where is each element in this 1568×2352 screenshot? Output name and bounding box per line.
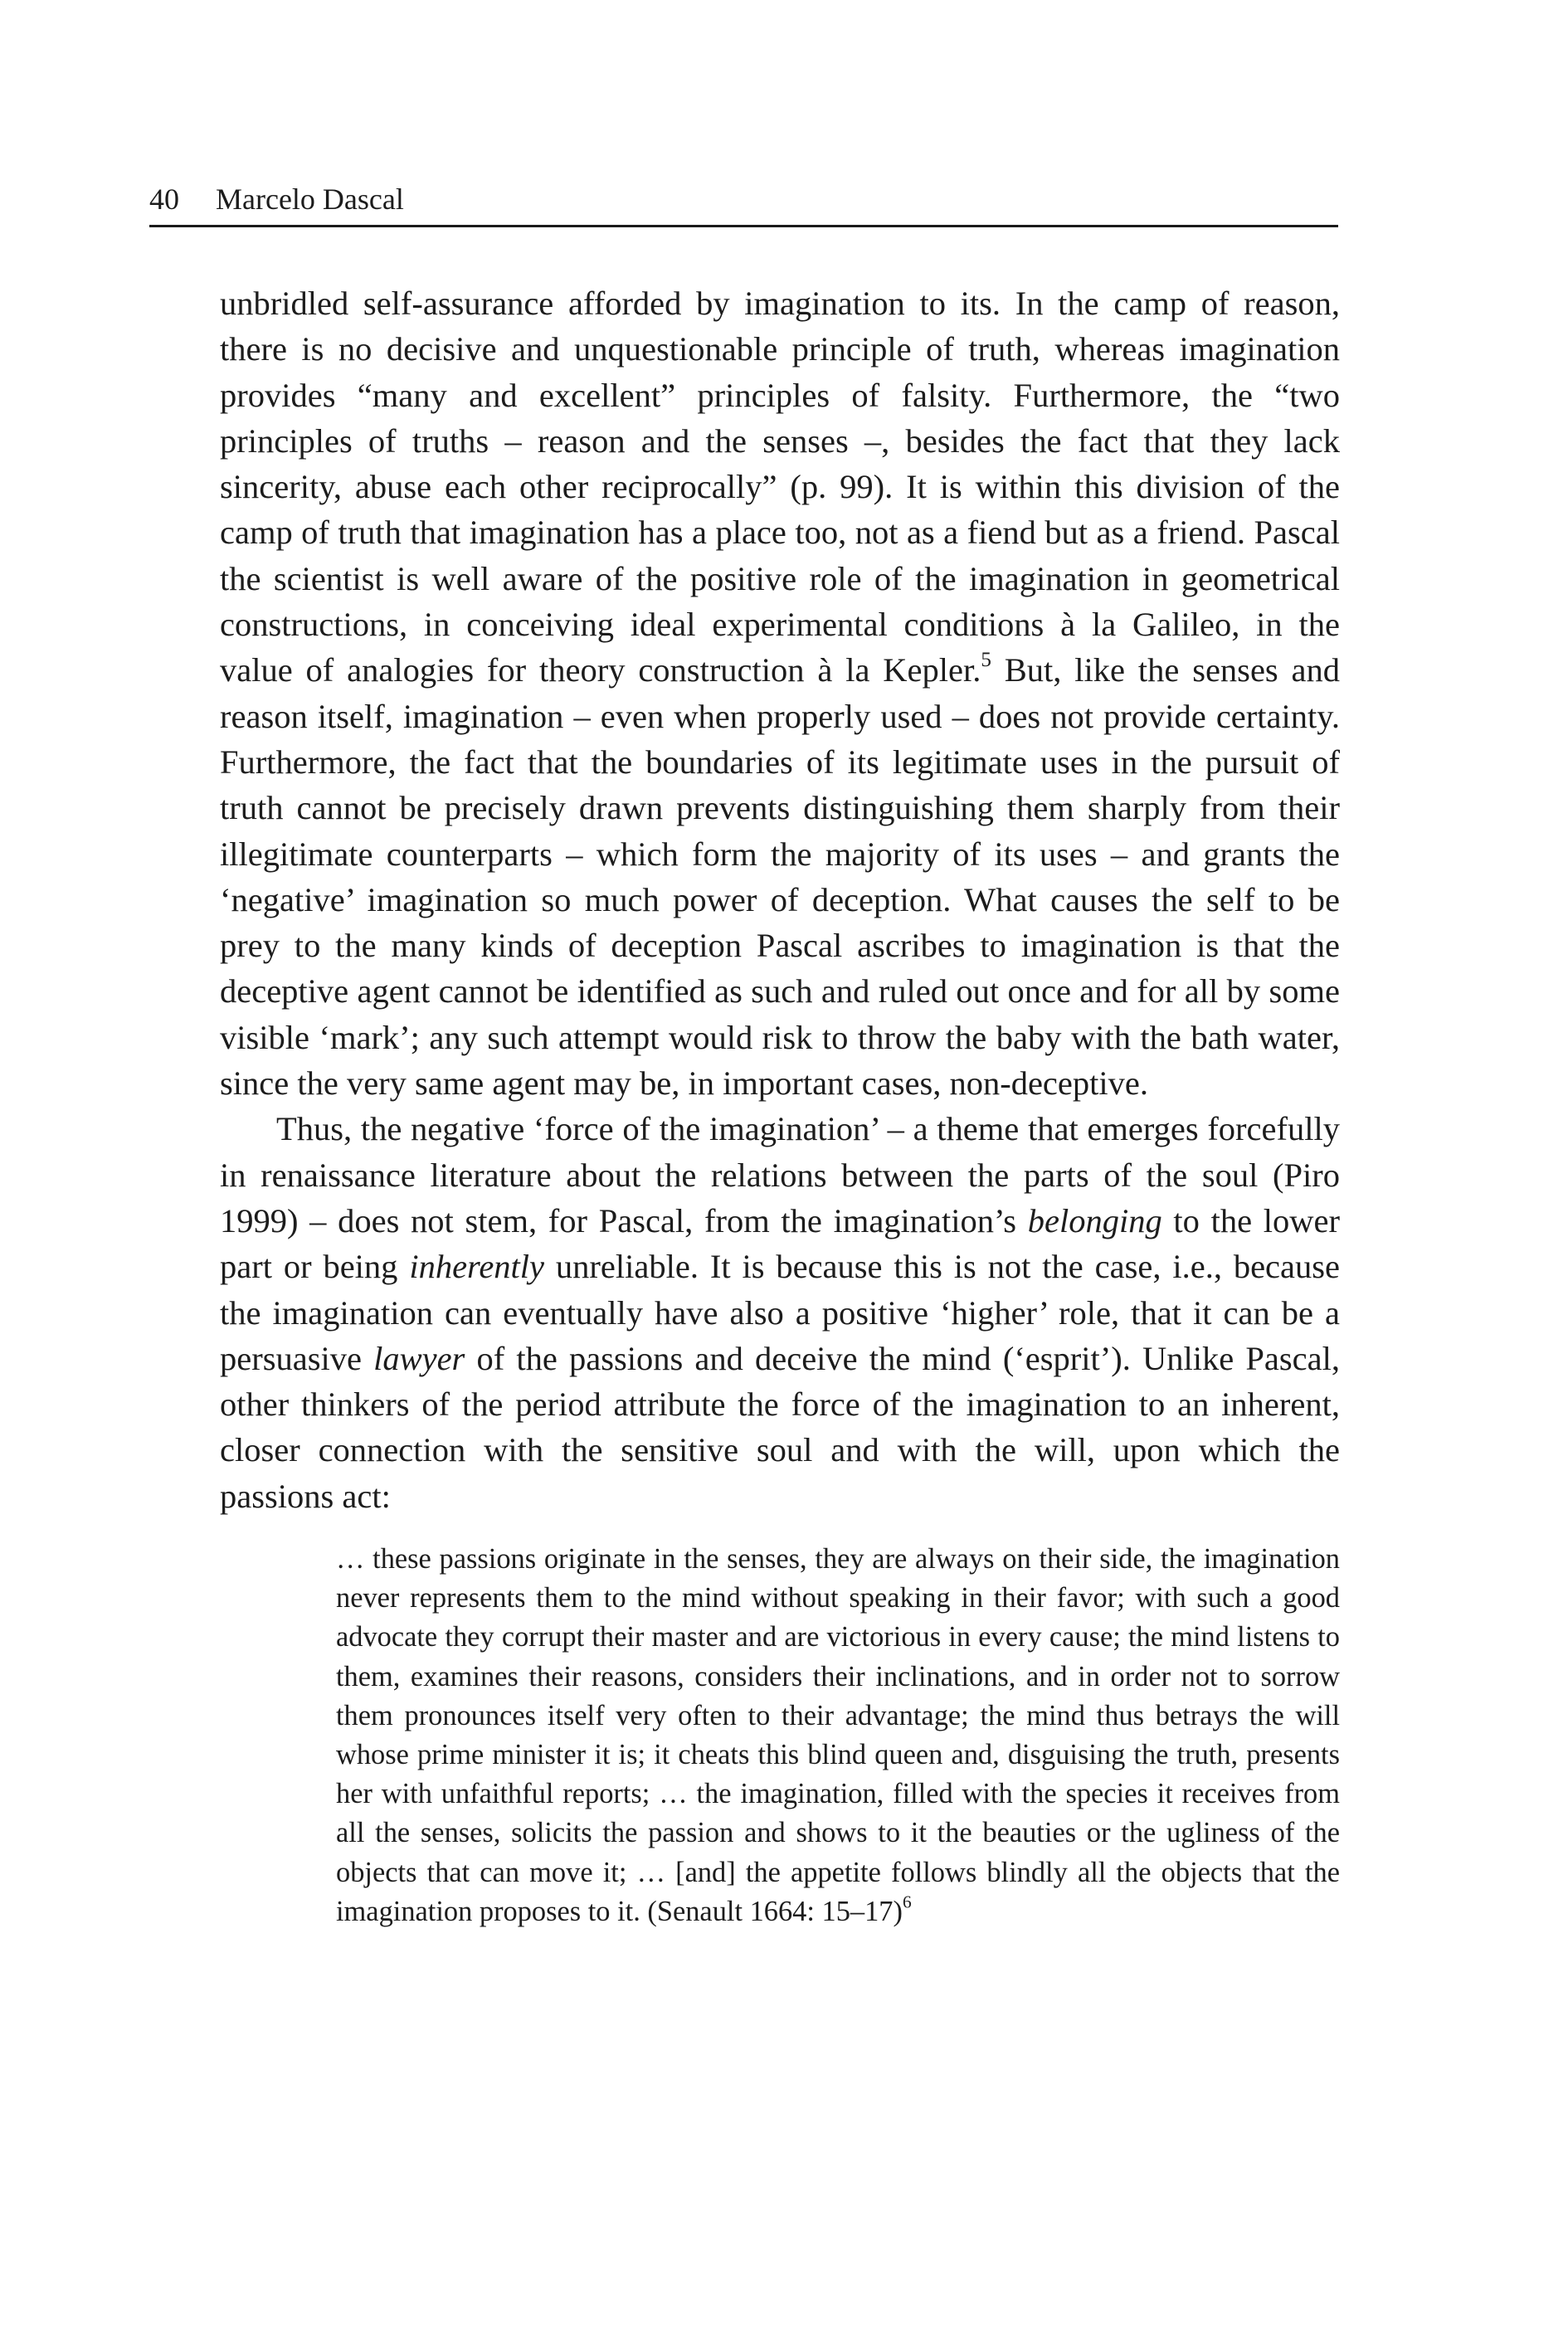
emphasis-belonging: belonging [1027, 1201, 1162, 1239]
page-header [149, 173, 1338, 227]
emphasis-lawyer: lawyer [373, 1339, 465, 1377]
paragraph-2-text-c: unreliable. It is because this is not the case, i.e., because the imagination can eventually have also a positive ‘higher’ role, that it can be a persuasive [220, 1248, 1340, 1377]
footnote-ref-6: 6 [902, 1892, 912, 1912]
paragraph-2-text-b: to the lower part or being [220, 1201, 1340, 1286]
footnote-ref-5: 5 [981, 649, 991, 672]
paragraph-1-text-b: But, like the senses and reason itself, imagination – even when properly used – does not provide certainty. Furthermore, the fact that the boundaries of its legitimate uses in the pursuit of truth cannot be precisely drawn prevents distinguishing them sharply from their illegitimate counterparts – which form the majority of its uses – and grants the ‘negative’ imagination so much power of deception. What causes the self to be prey to the many kinds of deception Pascal ascribes to imagination is that the deceptive agent cannot be identified as such and ruled out once and for all by some visible ‘mark’; any such attempt would risk to throw the baby with the bath water, since the very same agent may be, in important cases, non-deceptive. [220, 651, 1341, 1103]
paragraph-2 [220, 1106, 1340, 1519]
block-quote [220, 1540, 1340, 1931]
running-head: Marcelo Dascal [216, 183, 404, 216]
paragraph-1 [220, 280, 1340, 1106]
page-number: 40 [149, 183, 179, 216]
block-quote-text: … these passions originate in the senses, they are always on their side, the imagination never represents them to the mind without speaking in their favor; with such a good advocate they corrupt their master and are victorious in every cause; the mind listens to them, examines their reasons, considers their inclinations, and in order not to sorrow them pronounces itself very often to their advantage; the mind thus betrays the will whose prime minister it is; it cheats this blind queen and, disguising the truth, presents her with unfaithful reports; … the imagination, filled with the species it receives from all the senses, solicits the passion and shows to it the beauties or the ugliness of the objects that can move it; … [and] the appetite follows blindly all the objects that the imagination proposes to it. (Senault 1664: 15–17) [336, 1543, 1340, 1927]
emphasis-inherently: inherently [409, 1248, 545, 1286]
paragraph-1-text-a: unbridled self-assurance afforded by imagination to its. In the camp of reason, there is no decisive and unquestionable principle of truth, whereas imagination provides “many and excellent” principles of falsity. Furthermore, the “two principles of truths – reason and the senses –, besides the fact that they lack sincerity, abuse each other reciprocally” (p. 99). It is within this division of the camp of truth that imagination has a place too, not as a fiend but as a friend. Pascal the scientist is well aware of the positive role of the imagination in geometrical constructions, in conceiving ideal experimental conditions à la Galileo, in the value of analogies for theory construction à la Kepler. [220, 285, 1340, 689]
body-text [220, 280, 1340, 1931]
paragraph-2-text-d: of the passions and deceive the mind (‘esprit’). Unlike Pascal, other thinkers of the period attribute the force of the imagination to an inherent, closer connection with the sensitive soul and with the will, upon which the passions act: [220, 1339, 1340, 1515]
paragraph-2-text-a: Thus, the negative ‘force of the imagination’ – a theme that emerges forcefully in renaissance literature about the relations between the parts of the soul (Piro 1999) – does not stem, for Pascal, from the imagination’s [220, 1110, 1340, 1239]
